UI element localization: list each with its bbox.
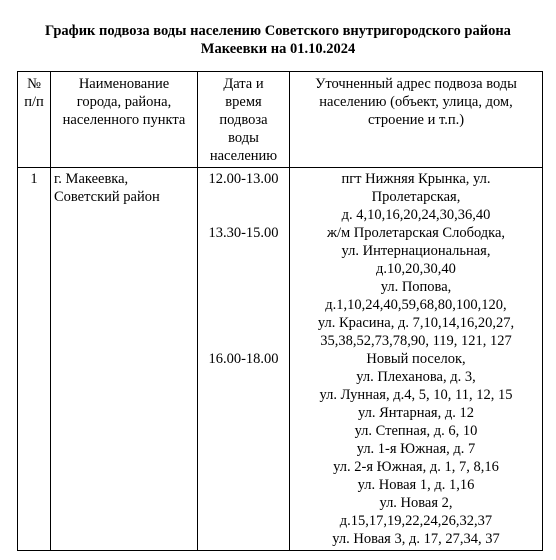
address-line: ул. Новая 3, д. 17, 27,34, 37 — [332, 531, 500, 547]
document-title — [0, 22, 556, 58]
time-slot-1: 12.00-13.00 — [208, 171, 279, 187]
address-line: пгт Нижняя Крынка, ул. — [341, 171, 491, 187]
address-line: ул. Новая 2, — [379, 495, 453, 511]
address-line: ул. Красина, д. 7,10,14,16,20,27, — [317, 315, 515, 331]
title-line-1: График подвоза воды населению Советского внутригородского района — [45, 23, 511, 39]
address-line: ул. 2-я Южная, д. 1, 7, 8,16 — [333, 459, 499, 475]
title-line-2: Макеевки на 01.10.2024 — [200, 41, 356, 57]
address-line: ул. Новая 1, д. 1,16 — [357, 477, 475, 493]
address-line: д.1,10,24,40,59,68,80,100,120, — [325, 297, 507, 313]
table-row — [18, 168, 543, 551]
row-times — [198, 168, 290, 551]
time-slot-2: 13.30-15.00 — [208, 225, 279, 241]
row-city: г. Макеевка, Советский район — [51, 168, 198, 551]
water-delivery-schedule-table — [17, 71, 543, 551]
address-line: ул. Попова, — [380, 279, 452, 295]
address-line: Пролетарская, — [371, 189, 461, 205]
address-line: ул. Лунная, д.4, 5, 10, 11, 12, 15 — [319, 387, 513, 403]
address-line: д.15,17,19,22,24,26,32,37 — [339, 513, 493, 529]
table-header-row — [18, 72, 543, 168]
address-line: ул. 1-я Южная, д. 7 — [356, 441, 476, 457]
address-line: Новый поселок, — [366, 351, 466, 367]
address-line: ул. Интернациональная, — [341, 243, 491, 259]
header-city: Наименование города, района, населенного пункта — [51, 72, 198, 168]
header-datetime: Дата и время подвоза воды населению — [198, 72, 290, 168]
address-line: д. 4,10,16,20,24,30,36,40 — [341, 207, 491, 223]
row-addresses — [290, 168, 543, 551]
address-line: 35,38,52,73,78,90, 119, 121, 127 — [320, 333, 512, 349]
header-num: № п/п — [18, 72, 51, 168]
address-line: ул. Степная, д. 6, 10 — [354, 423, 478, 439]
time-slot-3: 16.00-18.00 — [208, 351, 279, 367]
header-address: Уточненный адрес подвоза воды населению (объект, улица, дом, строение и т.п.) — [290, 72, 543, 168]
address-line: ул. Плеханова, д. 3, — [356, 369, 476, 385]
address-line: д.10,20,30,40 — [376, 261, 456, 277]
address-line: ул. Янтарная, д. 12 — [358, 405, 474, 421]
row-number: 1 — [18, 168, 51, 551]
address-line: ж/м Пролетарская Слободка, — [326, 225, 506, 241]
